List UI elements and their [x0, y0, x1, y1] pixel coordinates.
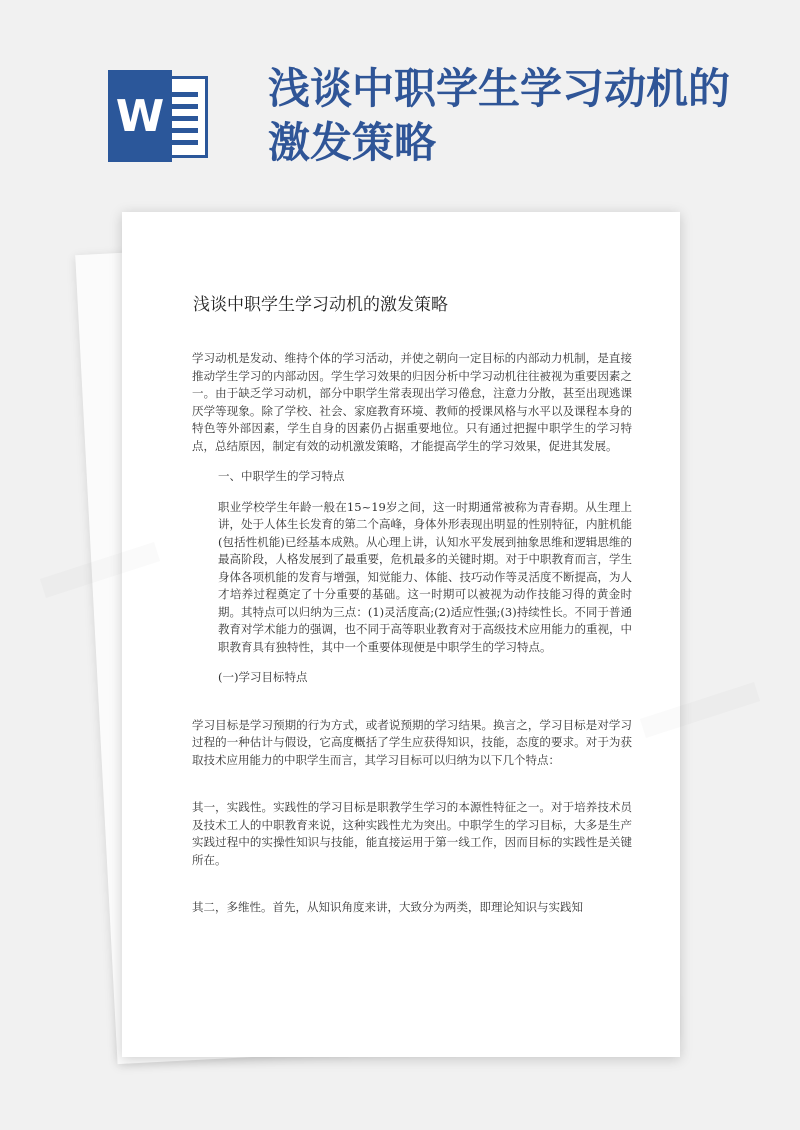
- banner-title: 浅谈中职学生学习动机的激发策略: [268, 64, 731, 167]
- paragraph-age: 职业学校学生年龄一般在15~19岁之间，这一时期通常被称为青春期。从生理上讲，处于人体生长发育的第二个高峰，身体外形表现出明显的性别特征，内脏机能(包括性机能)已经基本成熟。从心理上讲，认知水平发展到抽象思维和逻辑思维的最高阶段，人格发展到了最重要，危机最多的关键时期。对于中职教育而言，学生身体各项机能的发育与增强，知觉能力、体能、技巧动作等灵活度不断提高，为人才培养过程奠定了十分重要的基础。这一时期可以被视为动作技能习得的黄金时期。其特点可以归纳为三点：(1)灵活度高;(2)适应性强;(3)持续性长。不同于普通教育对学术能力的强调，也不同于高等职业教育对于高级技术应用能力的重视，中职教育具有独特性，其中一个重要体现便是中职学生的学习特点。: [218, 499, 632, 654]
- document-page: [122, 212, 680, 1057]
- paragraph-intro: 学习动机是发动、维持个体的学习活动，并使之朝向一定目标的内部动力机制，是直接推动学生学习的内部动因。学生学习效果的归因分析中学习动机往往被视为重要因素之一。由于缺乏学习动机，部分中职学生常表现出学习倦怠，注意力分散，甚至出现逃课厌学等现象。除了学校、社会、家庭教育环境、教师的授课风格与水平以及课程本身的特色等外部因素，学生自身的因素仍占据重要地位。只有通过把握中职学生的学习特点，总结原因，制定有效的动机激发策略，才能提高学生的学习效果，促进其发展。: [192, 351, 632, 453]
- document-title: 浅谈中职学生学习动机的激发策略: [193, 295, 448, 315]
- paragraph-practice: 其一，实践性。实践性的学习目标是职教学生学习的本源性特征之一。对于培养技术员及技术工人的中职教育来说，这种实践性尤为突出。中职学生的学习目标，大多是生产实践过程中的实操性知识与技能，能直接运用于第一线工作，因而目标的实践性是关键所在。: [192, 800, 632, 867]
- document-body: [192, 350, 632, 930]
- section-heading-1: 一、中职学生的学习特点: [218, 469, 345, 483]
- subsection-heading-1: (一)学习目标特点: [218, 670, 308, 684]
- word-document-icon: [108, 70, 212, 162]
- paragraph-multidim: 其二，多维性。首先，从知识角度来讲，大致分为两类，即理论知识与实践知: [192, 900, 583, 914]
- paragraph-goal: 学习目标是学习预期的行为方式，或者说预期的学习结果。换言之，学习目标是对学习过程的一种估计与假设，它高度概括了学生应获得知识，技能，态度的要求。对于为获取技术应用能力的中职学生而言，其学习目标可以归纳为以下几个特点：: [192, 717, 632, 767]
- word-icon-letter: W: [108, 70, 172, 162]
